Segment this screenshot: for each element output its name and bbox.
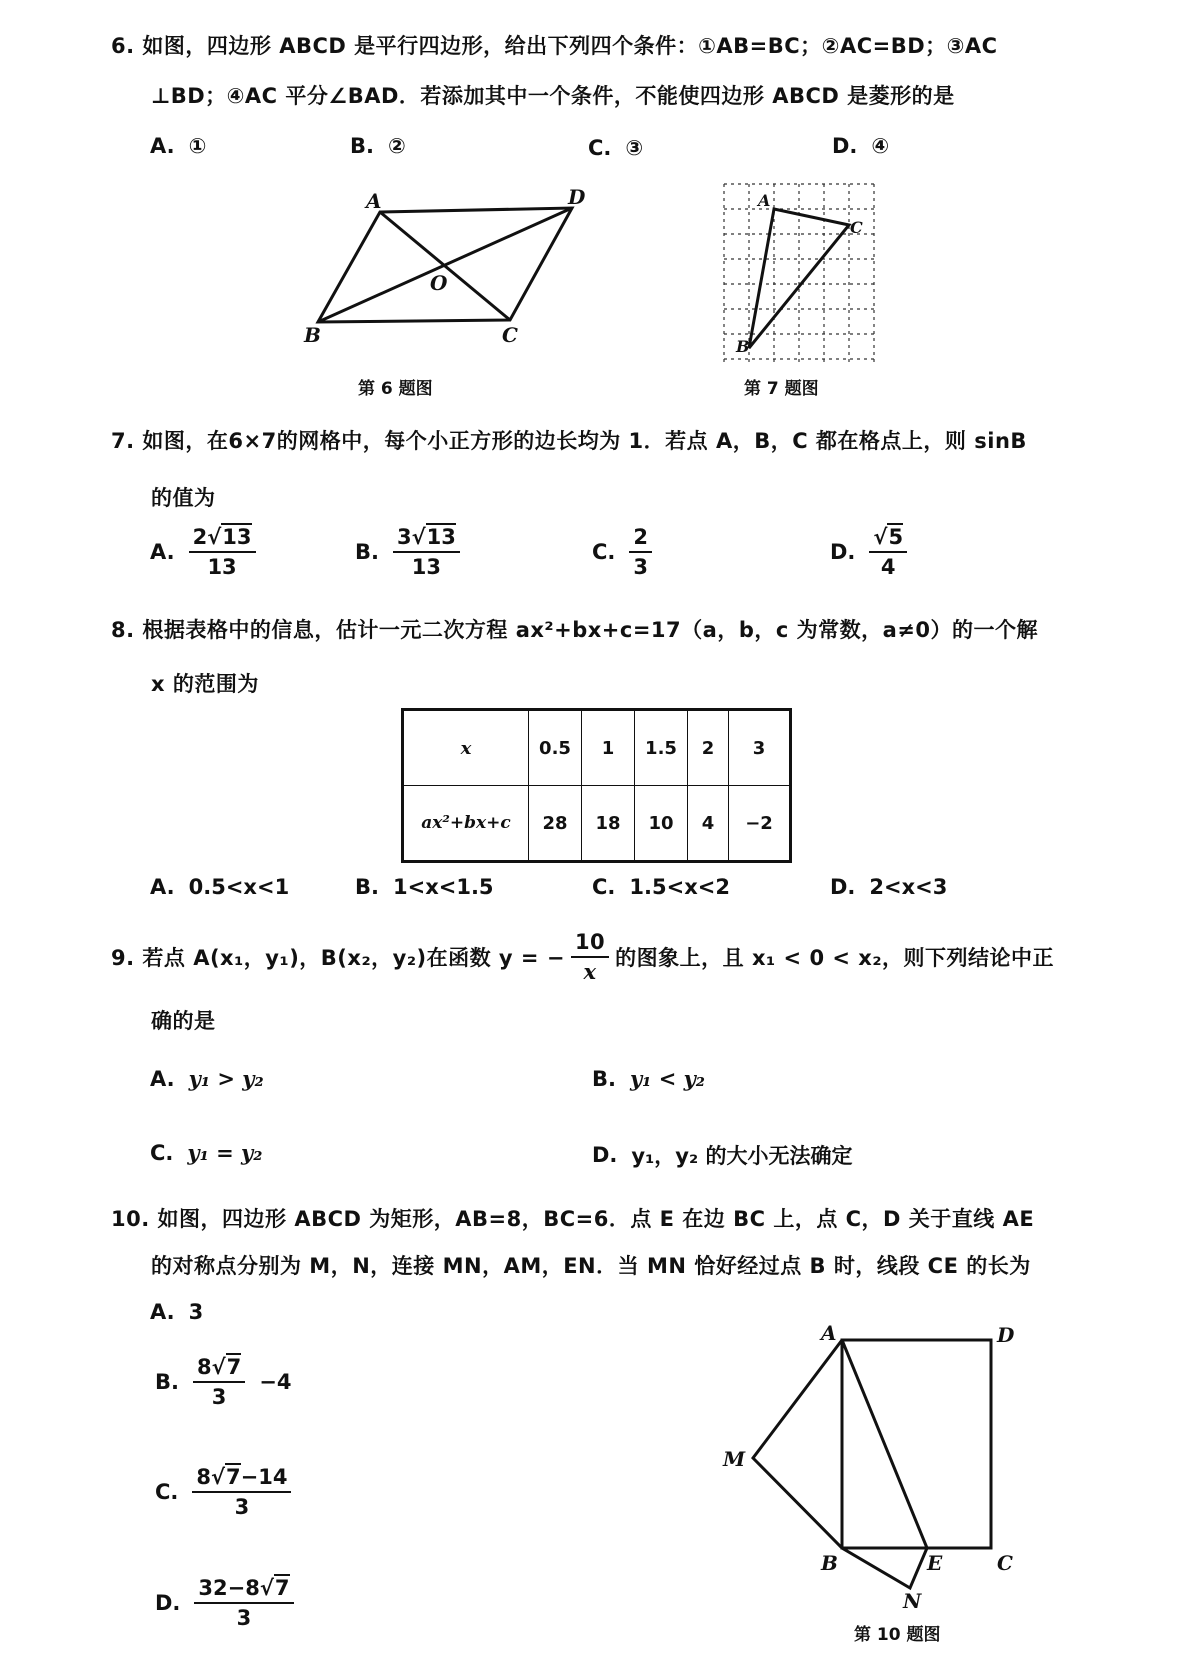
point-label-c: C — [997, 1551, 1013, 1575]
option-label: D. — [155, 1591, 181, 1616]
option-value: ① — [188, 134, 207, 158]
table-cell: 1.5 — [635, 710, 688, 786]
denominator: 3 — [236, 1606, 252, 1631]
segment-ae — [842, 1340, 927, 1548]
option-value: ② — [387, 134, 406, 158]
denominator: 3 — [234, 1495, 250, 1520]
q6-option-d[interactable] — [832, 134, 889, 158]
table-cell: 0.5 — [529, 710, 582, 786]
fraction: $\frac{3√13}{13}$ — [393, 525, 460, 579]
option-value: ④ — [871, 134, 890, 158]
point-label-o: O — [430, 271, 448, 295]
denominator: 13 — [207, 555, 237, 580]
point-label-c: C — [850, 218, 863, 237]
table-cell: 18 — [582, 786, 635, 862]
q9-option-b[interactable] — [592, 1066, 705, 1091]
option-value: 3 — [188, 1300, 204, 1324]
option-label: C. — [588, 136, 612, 160]
radicand: 7 — [226, 1355, 242, 1379]
q10-option-d[interactable] — [155, 1576, 294, 1630]
q10-option-b[interactable] — [155, 1355, 291, 1409]
q8-value-table — [401, 708, 792, 863]
triangle-abc — [749, 209, 849, 348]
q7-option-d[interactable] — [830, 525, 907, 579]
q6-stem-line1: 6. 如图，四边形 ABCD 是平行四边形，给出下列四个条件：①AB=BC；②AC=BD；③AC — [111, 34, 998, 58]
fraction: $\frac{32-8√7}{3}$ — [194, 1576, 293, 1630]
radicand: 13 — [426, 525, 456, 549]
q9-option-c[interactable] — [150, 1140, 262, 1165]
q9-stem-part1: 9. 若点 A(x₁，y₁)，B(x₂，y₂)在函数 y = − — [111, 946, 565, 971]
table-header-cell: ax²+bx+c — [403, 786, 529, 862]
table-row — [403, 786, 791, 862]
q10-stem-line1: 10. 如图，四边形 ABCD 为矩形，AB=8，BC=6．点 E 在边 BC 上，点 C，D 关于直线 AE — [111, 1207, 1035, 1231]
option-value: y₁，y₂ 的大小无法确定 — [631, 1144, 853, 1168]
option-value: y₁ < y₂ — [629, 1066, 706, 1091]
table-cell: 4 — [688, 786, 729, 862]
fraction: $\frac{√5}{4}$ — [869, 525, 907, 579]
q8-option-b[interactable] — [355, 875, 494, 899]
numerator: 2 — [629, 525, 652, 553]
option-label: A. — [150, 1300, 175, 1324]
q6-option-c[interactable] — [588, 136, 643, 160]
option-label: D. — [830, 875, 856, 899]
denominator: 4 — [880, 555, 896, 580]
q10-rectangle-figure — [715, 1318, 1025, 1608]
point-label-a: A — [821, 1321, 837, 1345]
point-label-a: A — [366, 189, 382, 213]
fraction: $\frac{8√7}{3}$ — [193, 1355, 245, 1409]
numerator: 10 — [571, 930, 609, 958]
table-cell: −2 — [729, 786, 791, 862]
option-label: B. — [355, 875, 379, 899]
point-label-b: B — [304, 323, 321, 347]
table-row — [403, 710, 791, 786]
option-value: 2<x<3 — [869, 875, 948, 899]
table-cell: 10 — [635, 786, 688, 862]
option-label: A. — [150, 875, 175, 899]
option-label: C. — [592, 875, 616, 899]
option-label: C. — [592, 540, 616, 565]
denominator: x — [583, 959, 597, 985]
segments-am-mn-ne — [753, 1340, 927, 1588]
q6-option-a[interactable] — [150, 134, 206, 158]
option-label: B. — [592, 1066, 616, 1091]
radicand: 5 — [888, 525, 904, 549]
q10-figure-caption: 第 10 题图 — [854, 1625, 941, 1645]
option-label: B. — [355, 540, 379, 565]
point-label-b: B — [821, 1551, 838, 1575]
table-cell: 3 — [729, 710, 791, 786]
q6-figure-caption: 第 6 题图 — [358, 379, 433, 399]
option-label: D. — [830, 540, 856, 565]
point-label-d: D — [568, 185, 586, 209]
option-label: B. — [155, 1370, 179, 1395]
fraction: $\frac{8√7-14}{3}$ — [192, 1465, 291, 1519]
fraction: $\frac{2√13}{13}$ — [189, 525, 256, 579]
option-value: y₁ > y₂ — [188, 1066, 264, 1091]
option-label: D. — [832, 134, 858, 158]
q9-stem-part2: 的图象上，且 x₁ < 0 < x₂，则下列结论中正 — [615, 946, 1055, 971]
dotted-grid — [724, 184, 874, 362]
denominator: 13 — [411, 555, 442, 580]
q7-stem-line2: 的值为 — [151, 486, 216, 510]
radicand: 7 — [226, 1465, 241, 1489]
denominator: 3 — [211, 1385, 227, 1410]
fraction — [629, 525, 652, 579]
q8-option-c[interactable] — [592, 875, 730, 899]
option-label: D. — [592, 1143, 618, 1167]
rectangle-abcd — [842, 1340, 991, 1548]
fraction — [571, 930, 609, 984]
table-cell: 28 — [529, 786, 582, 862]
radicand: 7 — [274, 1576, 290, 1600]
q9-option-a[interactable] — [150, 1066, 264, 1091]
option-label: A. — [150, 1066, 175, 1091]
q8-option-a[interactable] — [150, 875, 289, 899]
option-value: 0.5<x<1 — [188, 875, 290, 899]
point-label-d: D — [997, 1323, 1015, 1347]
option-label: B. — [350, 134, 374, 158]
q9-option-d[interactable] — [592, 1140, 853, 1170]
q8-stem-line1: 8. 根据表格中的信息，估计一元二次方程 ax²+bx+c=17（a，b，c 为常数，a≠0）的一个解 — [111, 618, 1039, 642]
q9-stem-line2: 确的是 — [151, 1009, 216, 1033]
table-header-cell: x — [403, 710, 529, 786]
q7-option-b[interactable] — [355, 525, 460, 579]
diagonal-bd — [318, 208, 572, 322]
q6-stem-line2: ⊥BD；④AC 平分∠BAD．若添加其中一个条件，不能使四边形 ABCD 是菱形的是 — [151, 84, 955, 108]
point-label-m: M — [723, 1447, 746, 1471]
option-value: 1.5<x<2 — [629, 875, 730, 899]
q7-option-a[interactable] — [150, 525, 256, 579]
option-label: A. — [150, 134, 175, 158]
point-label-c: C — [502, 323, 518, 347]
point-label-b: B — [736, 337, 750, 356]
q8-stem-line2: x 的范围为 — [151, 672, 259, 696]
table-cell: 1 — [582, 710, 635, 786]
q10-stem-line2: 的对称点分别为 M，N，连接 MN，AM，EN．当 MN 恰好经过点 B 时，线段 CE 的长为 — [151, 1254, 1031, 1278]
radicand: 13 — [222, 525, 252, 549]
q10-option-c[interactable] — [155, 1465, 291, 1519]
option-tail: −4 — [259, 1370, 292, 1395]
option-value: 1<x<1.5 — [392, 875, 494, 899]
point-label-e: E — [927, 1551, 943, 1575]
option-label: C. — [150, 1140, 174, 1165]
q10-option-a[interactable] — [150, 1300, 203, 1324]
q7-figure-caption: 第 7 题图 — [744, 379, 819, 399]
option-value: ③ — [625, 136, 644, 160]
q8-option-d[interactable] — [830, 875, 947, 899]
point-label-n: N — [903, 1589, 922, 1608]
denominator: 3 — [633, 555, 649, 580]
q9-stem-line1 — [111, 930, 1054, 984]
option-label: A. — [150, 540, 175, 565]
option-label: C. — [155, 1480, 179, 1505]
q6-parallelogram-figure — [290, 180, 610, 360]
q7-grid-figure — [718, 180, 888, 365]
q6-option-b[interactable] — [350, 134, 406, 158]
q7-option-c[interactable] — [592, 525, 652, 579]
table-cell: 2 — [688, 710, 729, 786]
point-label-a: A — [758, 191, 771, 210]
q7-stem-line1: 7. 如图，在6×7的网格中，每个小正方形的边长均为 1．若点 A，B，C 都在格点上，则 sinB — [111, 429, 1027, 453]
option-value: y₁ = y₂ — [187, 1140, 263, 1165]
